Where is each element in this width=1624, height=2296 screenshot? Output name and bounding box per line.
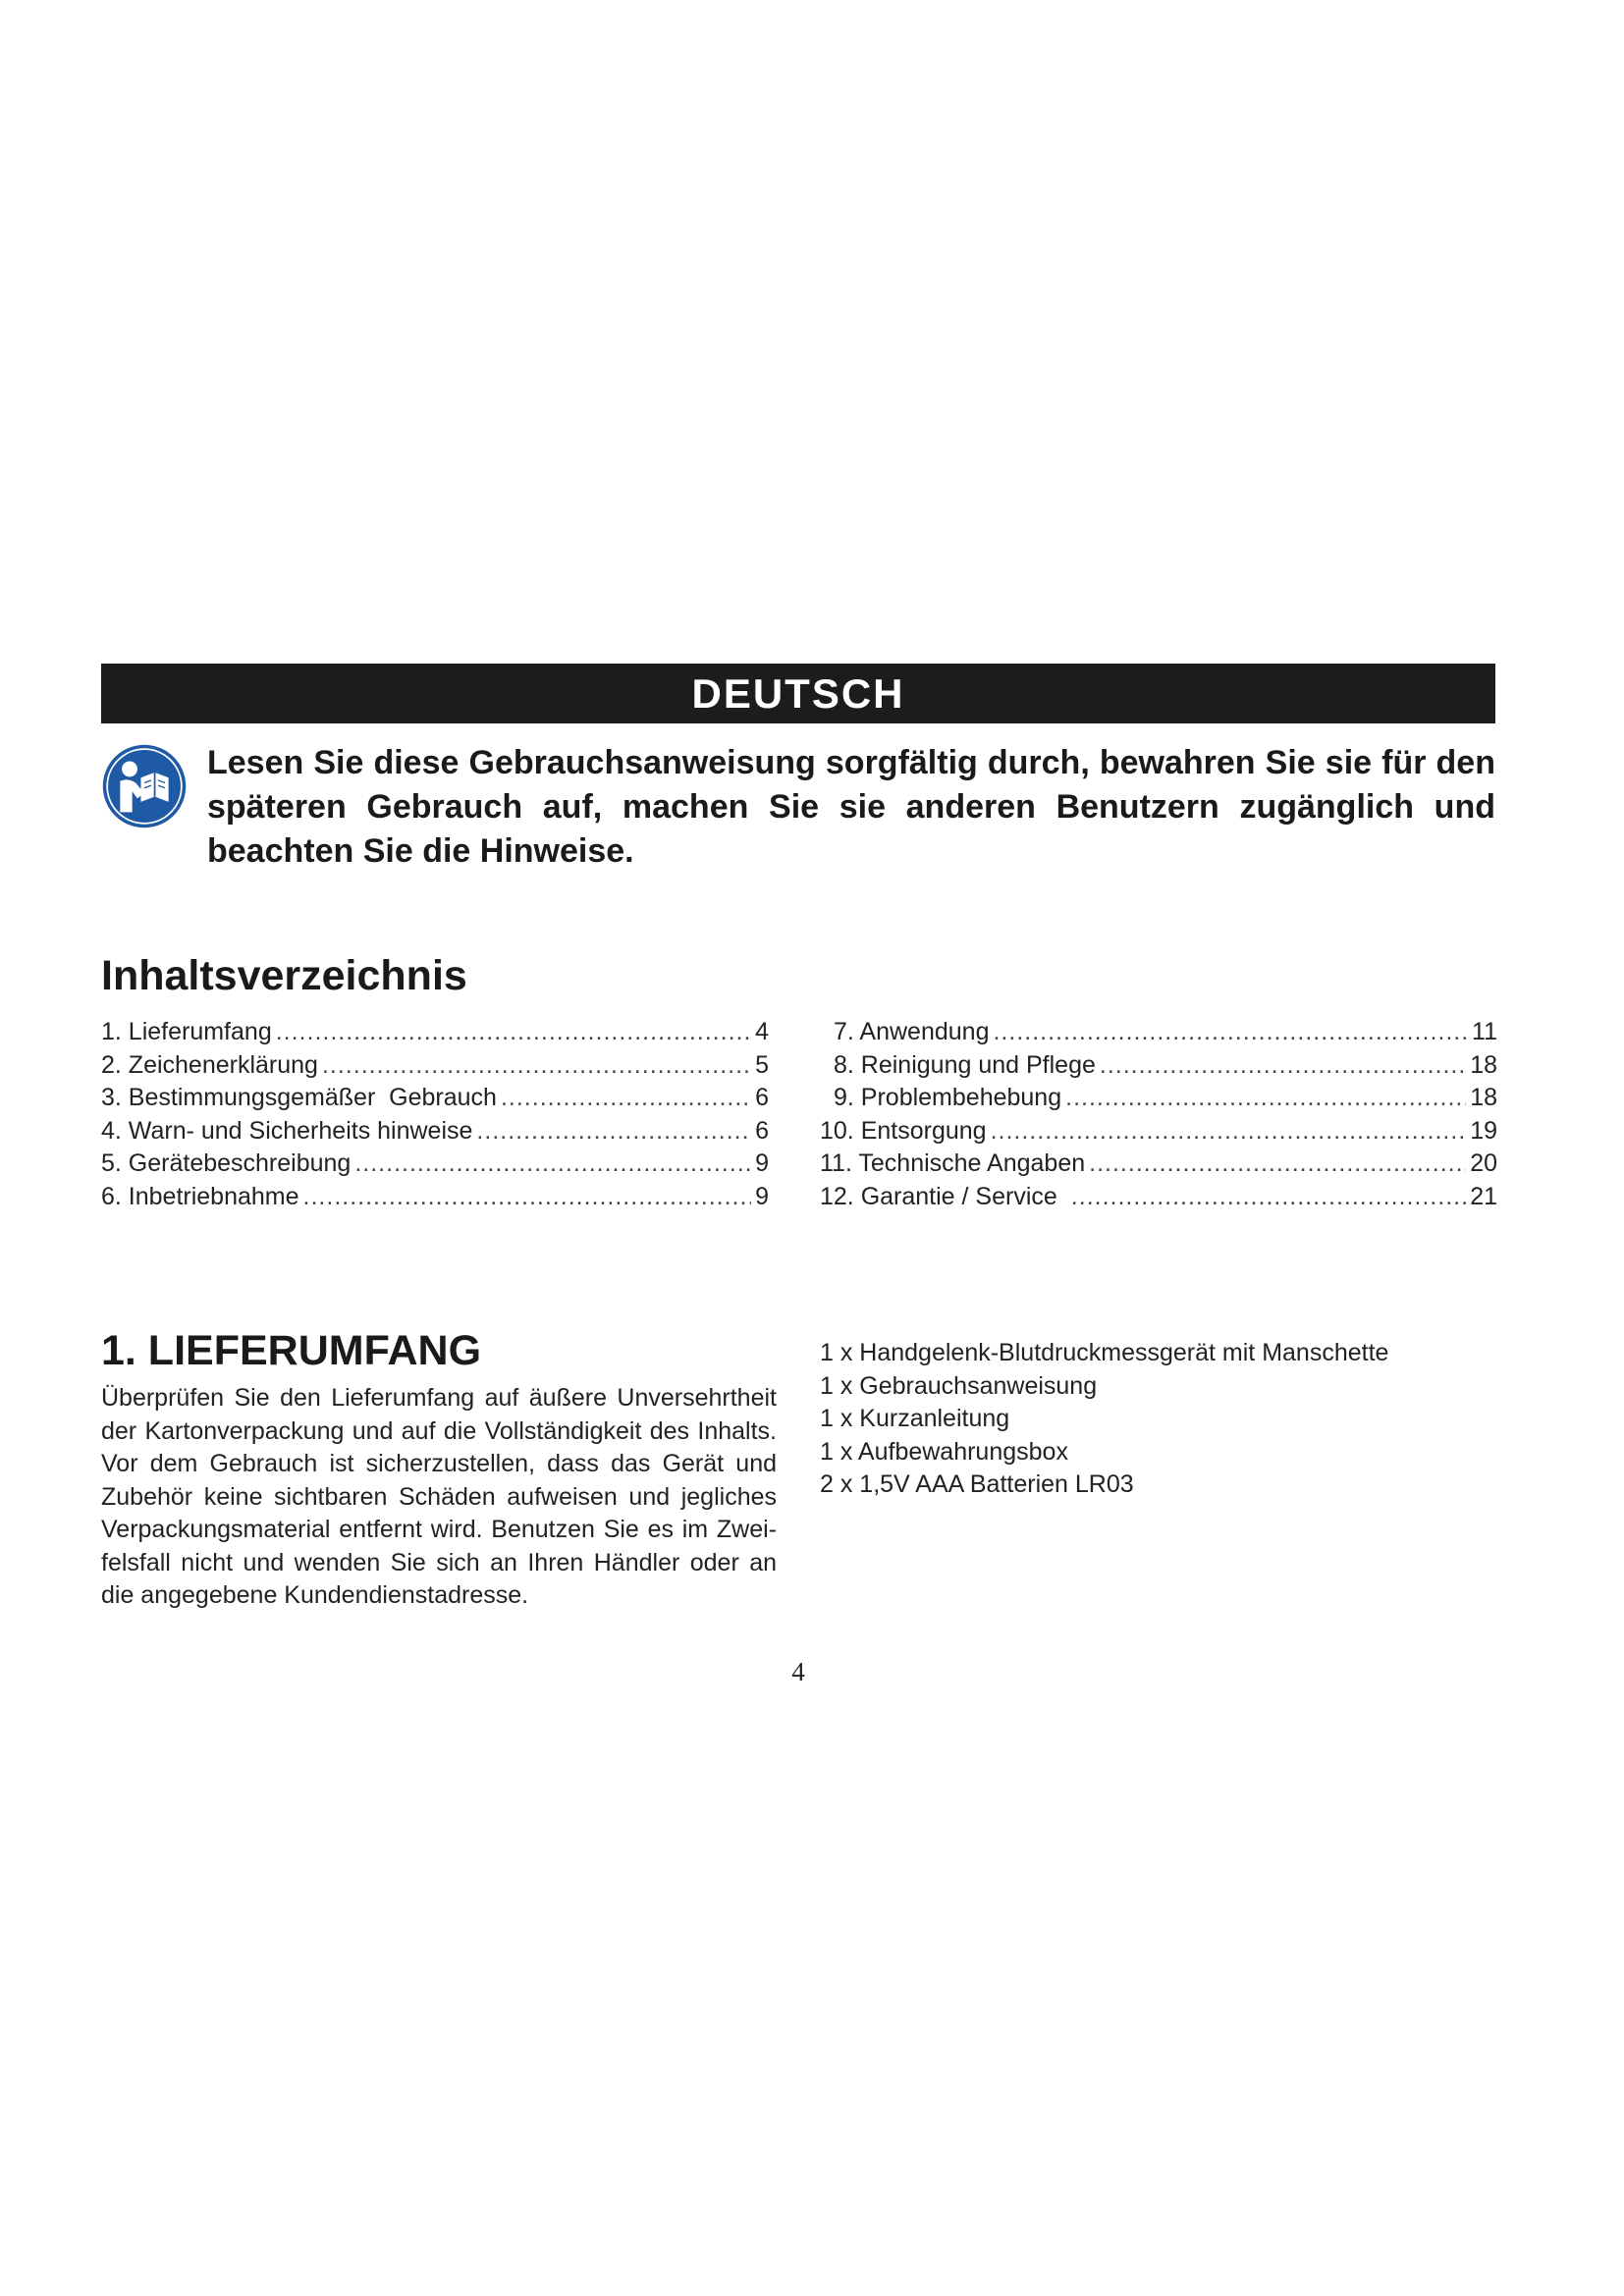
toc-item-label: 3. Bestimmungsgemäßer Gebrauch xyxy=(101,1084,497,1111)
toc-item[interactable] xyxy=(101,1115,769,1148)
list-item: 1 x Handgelenk-Blutdruckmessgerät mit Manschette xyxy=(820,1339,1389,1366)
toc-leader-dots xyxy=(476,1115,751,1148)
toc-leader-dots xyxy=(1100,1049,1466,1083)
toc-item-page: 18 xyxy=(1470,1050,1497,1079)
toc-leader-dots xyxy=(322,1049,751,1083)
toc-leader-dots xyxy=(991,1115,1467,1148)
toc-leader-dots xyxy=(1065,1082,1466,1115)
toc-item-label: 4. Warn- und Sicherheits hinweise xyxy=(101,1116,473,1145)
toc-item-label: 12. Garantie / Service xyxy=(820,1182,1057,1210)
toc-item[interactable] xyxy=(820,1181,1497,1214)
toc-heading: Inhaltsverzeichnis xyxy=(101,952,467,999)
toc-item[interactable] xyxy=(820,1148,1497,1181)
list-item: 1 x Aufbewahrungsbox xyxy=(820,1437,1068,1466)
toc-leader-dots xyxy=(1071,1181,1466,1214)
read-manual-icon xyxy=(101,743,188,829)
toc-item-label: 8. Reinigung und Pflege xyxy=(834,1050,1096,1079)
package-contents-list xyxy=(820,1337,1388,1502)
toc-item-label: 1. Lieferumfang xyxy=(101,1018,272,1045)
toc-item-page: 6 xyxy=(755,1116,769,1145)
toc-item-label: 10. Entsorgung xyxy=(820,1116,987,1145)
toc-item-page: 9 xyxy=(755,1182,769,1210)
toc-item[interactable] xyxy=(820,1016,1497,1049)
toc-item-label: 7. Anwendung xyxy=(834,1018,990,1045)
toc-column-left xyxy=(101,1016,769,1213)
page-number: 4 xyxy=(791,1657,805,1686)
toc-item[interactable] xyxy=(820,1082,1497,1115)
toc-item-label: 2. Zeichenerklärung xyxy=(101,1050,318,1079)
toc-leader-dots xyxy=(354,1148,751,1181)
toc-leader-dots xyxy=(993,1016,1468,1049)
toc-item-page: 18 xyxy=(1470,1084,1497,1111)
toc-item-page: 9 xyxy=(755,1149,769,1177)
banner-title: DEUTSCH xyxy=(691,669,905,717)
toc-item-page: 21 xyxy=(1470,1182,1497,1210)
toc-item-page: 6 xyxy=(755,1084,769,1111)
toc-leader-dots xyxy=(501,1082,751,1115)
toc-leader-dots xyxy=(276,1016,751,1049)
toc-item-label: 5. Gerätebeschreibung xyxy=(101,1149,352,1177)
section-body-text: Überprüfen Sie den Lieferumfang auf äußere Unversehrtheit der Kartonverpackung und auf die Vollständigkeit des Inhalts. Vor dem Gebrauch ist sicherzustellen, dass das Gerät und Zubehör keine sichtbaren Schäden aufweisen und jegliches Verpackungsmaterial entfernt wird. Benutzen Sie es im Zweifelsfall nicht und wenden Sie sich an Ihren Händler oder an die angegebene Kundendienstadresse. xyxy=(101,1384,777,1609)
section-heading-lieferumfang: 1. LIEFERUMFANG xyxy=(101,1327,482,1374)
toc-item-label: 6. Inbetriebnahme xyxy=(101,1182,299,1210)
toc-item-page: 20 xyxy=(1470,1149,1497,1177)
toc-item-page: 4 xyxy=(755,1018,769,1045)
toc-item-page: 11 xyxy=(1472,1018,1497,1045)
toc-item-label: 11. Technische Angaben xyxy=(820,1149,1086,1177)
language-banner xyxy=(101,664,1495,723)
toc-item[interactable] xyxy=(820,1115,1497,1148)
toc-item[interactable] xyxy=(101,1082,769,1115)
toc-item-page: 5 xyxy=(755,1050,769,1079)
intro-notice xyxy=(101,741,1495,874)
toc-item[interactable] xyxy=(101,1049,769,1083)
toc-item[interactable] xyxy=(101,1148,769,1181)
list-item: 1 x Kurzanleitung xyxy=(820,1405,1010,1432)
toc-leader-dots xyxy=(1089,1148,1466,1181)
toc-item[interactable] xyxy=(101,1016,769,1049)
intro-text: Lesen Sie diese Gebrauchsanweisung sorgfältig durch, bewahren Sie sie für den späteren Gebrauch auf, machen Sie sie anderen Benutzern zugänglich und beachten Sie die Hinweise. xyxy=(207,744,1495,870)
list-item: 1 x Gebrauchsanweisung xyxy=(820,1371,1098,1400)
toc-item-page: 19 xyxy=(1470,1116,1497,1145)
toc-item[interactable] xyxy=(101,1181,769,1214)
toc-item-label: 9. Problembehebung xyxy=(834,1084,1062,1111)
toc-leader-dots xyxy=(303,1181,752,1214)
toc-item[interactable] xyxy=(820,1049,1497,1083)
list-item: 2 x 1,5V AAA Batterien LR03 xyxy=(820,1470,1134,1498)
toc-column-right xyxy=(820,1016,1497,1213)
